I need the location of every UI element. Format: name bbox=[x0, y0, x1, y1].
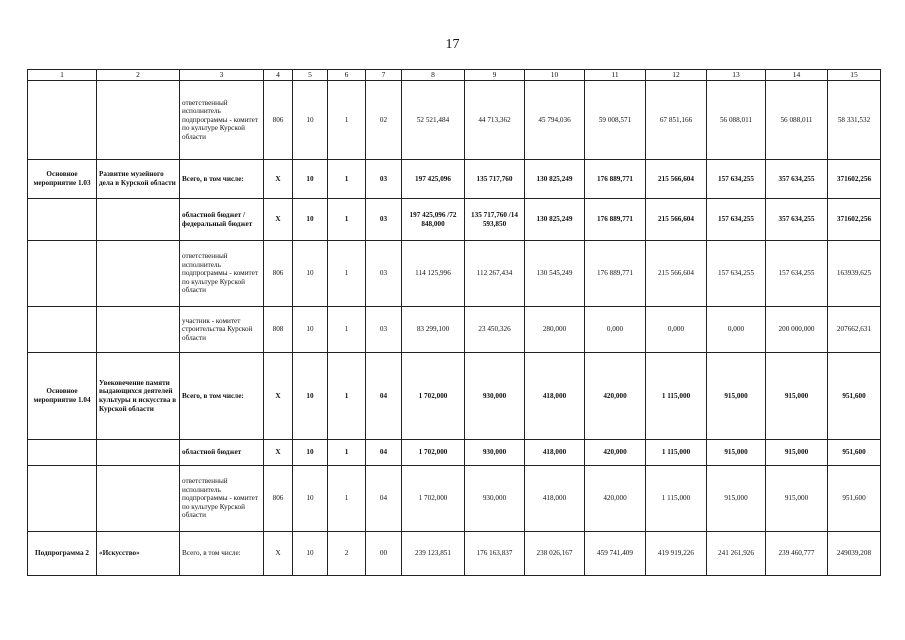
table-cell: 157 634,255 bbox=[707, 199, 766, 241]
table-cell: 459 741,409 bbox=[585, 532, 646, 576]
table-cell: 45 794,036 bbox=[525, 81, 585, 160]
table-cell: 56 088,011 bbox=[707, 81, 766, 160]
table-cell: X bbox=[264, 353, 293, 440]
table-cell: 10 bbox=[293, 440, 328, 466]
table-cell: 83 299,100 bbox=[402, 307, 465, 353]
table-cell: 420,000 bbox=[585, 466, 646, 532]
table-cell: 10 bbox=[293, 241, 328, 307]
table-cell: 930,000 bbox=[465, 353, 525, 440]
table-cell: 03 bbox=[366, 241, 402, 307]
table-cell: 56 088,011 bbox=[766, 81, 828, 160]
table-cell: 238 026,167 bbox=[525, 532, 585, 576]
column-header: 8 bbox=[402, 70, 465, 81]
table-cell: 239 123,851 bbox=[402, 532, 465, 576]
table-cell: 1 bbox=[328, 160, 366, 199]
table-cell: 157 634,255 bbox=[707, 241, 766, 307]
table-cell: 215 566,604 bbox=[646, 199, 707, 241]
table-cell: 00 bbox=[366, 532, 402, 576]
table-cell: X bbox=[264, 440, 293, 466]
table-cell: 915,000 bbox=[707, 440, 766, 466]
table-cell bbox=[97, 440, 180, 466]
table-row bbox=[28, 199, 881, 241]
table-cell: 915,000 bbox=[766, 353, 828, 440]
table-cell: 241 261,926 bbox=[707, 532, 766, 576]
table-cell: 418,000 bbox=[525, 440, 585, 466]
table-cell bbox=[97, 241, 180, 307]
table-cell bbox=[28, 466, 97, 532]
table-cell: 197 425,096 /72 848,000 bbox=[402, 199, 465, 241]
table-cell: 67 851,166 bbox=[646, 81, 707, 160]
table-cell: 1 115,000 bbox=[646, 353, 707, 440]
table-cell bbox=[28, 440, 97, 466]
table-cell: 197 425,096 bbox=[402, 160, 465, 199]
table-cell: 23 450,326 bbox=[465, 307, 525, 353]
table-cell: 1 bbox=[328, 440, 366, 466]
column-header: 15 bbox=[828, 70, 881, 81]
table-cell: 915,000 bbox=[766, 440, 828, 466]
column-header: 11 bbox=[585, 70, 646, 81]
table-cell: 915,000 bbox=[707, 353, 766, 440]
table-cell: 176 163,837 bbox=[465, 532, 525, 576]
table-row bbox=[28, 81, 881, 160]
table-cell: Подпрограмма 2 bbox=[28, 532, 97, 576]
table-cell bbox=[28, 241, 97, 307]
table-cell: 157 634,255 bbox=[707, 160, 766, 199]
table-cell: X bbox=[264, 160, 293, 199]
table-cell: 418,000 bbox=[525, 466, 585, 532]
table-cell: 2 bbox=[328, 532, 366, 576]
table-cell: 135 717,760 /14 593,850 bbox=[465, 199, 525, 241]
table-cell: Основное мероприятие 1.04 bbox=[28, 353, 97, 440]
column-header: 13 bbox=[707, 70, 766, 81]
table-cell: 04 bbox=[366, 353, 402, 440]
table-row bbox=[28, 532, 881, 576]
table-cell: 10 bbox=[293, 466, 328, 532]
column-header: 6 bbox=[328, 70, 366, 81]
table-cell: 951,600 bbox=[828, 440, 881, 466]
table-cell: 1 115,000 bbox=[646, 440, 707, 466]
table-cell: Увековечение памяти выдающихся деятелей культуры и искусства в Курской области bbox=[97, 353, 180, 440]
table-cell: 1 bbox=[328, 466, 366, 532]
table-cell: 176 889,771 bbox=[585, 199, 646, 241]
table-cell: 04 bbox=[366, 440, 402, 466]
table-cell bbox=[97, 307, 180, 353]
column-header: 7 bbox=[366, 70, 402, 81]
column-header: 10 bbox=[525, 70, 585, 81]
table-cell: ответственный исполнитель подпрограммы - комитет по культуре Курской области bbox=[180, 241, 264, 307]
table-cell: 1 bbox=[328, 199, 366, 241]
table-cell: 130 825,249 bbox=[525, 160, 585, 199]
table-cell: 135 717,760 bbox=[465, 160, 525, 199]
table-cell: 951,600 bbox=[828, 353, 881, 440]
table-cell bbox=[28, 199, 97, 241]
table-cell: ответственный исполнитель подпрограммы - комитет по культуре Курской области bbox=[180, 466, 264, 532]
table-cell: 10 bbox=[293, 81, 328, 160]
column-header: 14 bbox=[766, 70, 828, 81]
table-cell: 420,000 bbox=[585, 353, 646, 440]
table-cell bbox=[97, 81, 180, 160]
table-cell: 357 634,255 bbox=[766, 199, 828, 241]
table-cell: 58 331,532 bbox=[828, 81, 881, 160]
table-cell: 808 bbox=[264, 307, 293, 353]
column-header: 5 bbox=[293, 70, 328, 81]
column-header: 12 bbox=[646, 70, 707, 81]
table-cell: 357 634,255 bbox=[766, 160, 828, 199]
table-cell: X bbox=[264, 199, 293, 241]
table-cell: 215 566,604 bbox=[646, 241, 707, 307]
budget-table bbox=[27, 69, 881, 576]
table-cell: 1 702,000 bbox=[402, 466, 465, 532]
table-cell: 157 634,255 bbox=[766, 241, 828, 307]
table-cell: 163939,625 bbox=[828, 241, 881, 307]
page-number: 17 bbox=[445, 37, 460, 52]
table-cell: 10 bbox=[293, 532, 328, 576]
table-cell: 1 bbox=[328, 81, 366, 160]
table-cell: 176 889,771 bbox=[585, 241, 646, 307]
table-cell: 1 702,000 bbox=[402, 440, 465, 466]
table-cell: 371602,256 bbox=[828, 160, 881, 199]
table-cell: областной бюджет /федеральный бюджет bbox=[180, 199, 264, 241]
table-cell: Основное мероприятие 1.03 bbox=[28, 160, 97, 199]
column-header: 9 bbox=[465, 70, 525, 81]
table-cell: 10 bbox=[293, 353, 328, 440]
table-cell: 239 460,777 bbox=[766, 532, 828, 576]
table-cell: 1 bbox=[328, 353, 366, 440]
table-cell: областной бюджет bbox=[180, 440, 264, 466]
table-cell: 1 bbox=[328, 241, 366, 307]
table-cell: Всего, в том числе: bbox=[180, 532, 264, 576]
table-row bbox=[28, 353, 881, 440]
table-cell: 02 bbox=[366, 81, 402, 160]
table-cell: 130 545,249 bbox=[525, 241, 585, 307]
table-row bbox=[28, 307, 881, 353]
table-cell: 03 bbox=[366, 199, 402, 241]
table-cell: 1 bbox=[328, 307, 366, 353]
table-cell: 52 521,484 bbox=[402, 81, 465, 160]
table-cell: 951,600 bbox=[828, 466, 881, 532]
table-cell: 200 000,000 bbox=[766, 307, 828, 353]
table-cell: «Искусство» bbox=[97, 532, 180, 576]
table-cell: 0,000 bbox=[585, 307, 646, 353]
table-cell: 806 bbox=[264, 241, 293, 307]
table-cell: 280,000 bbox=[525, 307, 585, 353]
column-header: 2 bbox=[97, 70, 180, 81]
table-cell: 806 bbox=[264, 466, 293, 532]
table-cell: 418,000 bbox=[525, 353, 585, 440]
table-row bbox=[28, 160, 881, 199]
table-cell: 10 bbox=[293, 160, 328, 199]
table-cell: 0,000 bbox=[646, 307, 707, 353]
column-header: 3 bbox=[180, 70, 264, 81]
table-cell: 420,000 bbox=[585, 440, 646, 466]
table-cell: 114 125,996 bbox=[402, 241, 465, 307]
table-cell: Развитие музейного дела в Курской области bbox=[97, 160, 180, 199]
table-cell: 03 bbox=[366, 160, 402, 199]
table-cell: 176 889,771 bbox=[585, 160, 646, 199]
table-row bbox=[28, 466, 881, 532]
table-cell: X bbox=[264, 532, 293, 576]
table-cell: 930,000 bbox=[465, 466, 525, 532]
table-cell: 419 919,226 bbox=[646, 532, 707, 576]
table-cell: 806 bbox=[264, 81, 293, 160]
table-cell: 215 566,604 bbox=[646, 160, 707, 199]
table-cell: Всего, в том числе: bbox=[180, 353, 264, 440]
table-cell: 44 713,362 bbox=[465, 81, 525, 160]
table-cell: 0,000 bbox=[707, 307, 766, 353]
table-cell: 10 bbox=[293, 307, 328, 353]
table-cell: 1 115,000 bbox=[646, 466, 707, 532]
table-cell: 915,000 bbox=[766, 466, 828, 532]
table-cell bbox=[97, 199, 180, 241]
table-cell bbox=[28, 81, 97, 160]
table-row bbox=[28, 440, 881, 466]
table-cell: 130 825,249 bbox=[525, 199, 585, 241]
table-cell: 112 267,434 bbox=[465, 241, 525, 307]
column-header: 1 bbox=[28, 70, 97, 81]
table-cell: 1 702,000 bbox=[402, 353, 465, 440]
table-cell: 59 008,571 bbox=[585, 81, 646, 160]
table-cell bbox=[28, 307, 97, 353]
table-cell: 03 bbox=[366, 307, 402, 353]
table-cell: 371602,256 bbox=[828, 199, 881, 241]
table-cell: 930,000 bbox=[465, 440, 525, 466]
table-cell: участник - комитет строительства Курской области bbox=[180, 307, 264, 353]
table-cell: Всего, в том числе: bbox=[180, 160, 264, 199]
table-cell: 04 bbox=[366, 466, 402, 532]
table-cell: ответственный исполнитель подпрограммы - комитет по культуре Курской области bbox=[180, 81, 264, 160]
table-cell: 249039,208 bbox=[828, 532, 881, 576]
header-row bbox=[28, 70, 881, 81]
table-cell bbox=[97, 466, 180, 532]
table-cell: 10 bbox=[293, 199, 328, 241]
column-header: 4 bbox=[264, 70, 293, 81]
table-row bbox=[28, 241, 881, 307]
table-cell: 915,000 bbox=[707, 466, 766, 532]
table-cell: 207662,631 bbox=[828, 307, 881, 353]
